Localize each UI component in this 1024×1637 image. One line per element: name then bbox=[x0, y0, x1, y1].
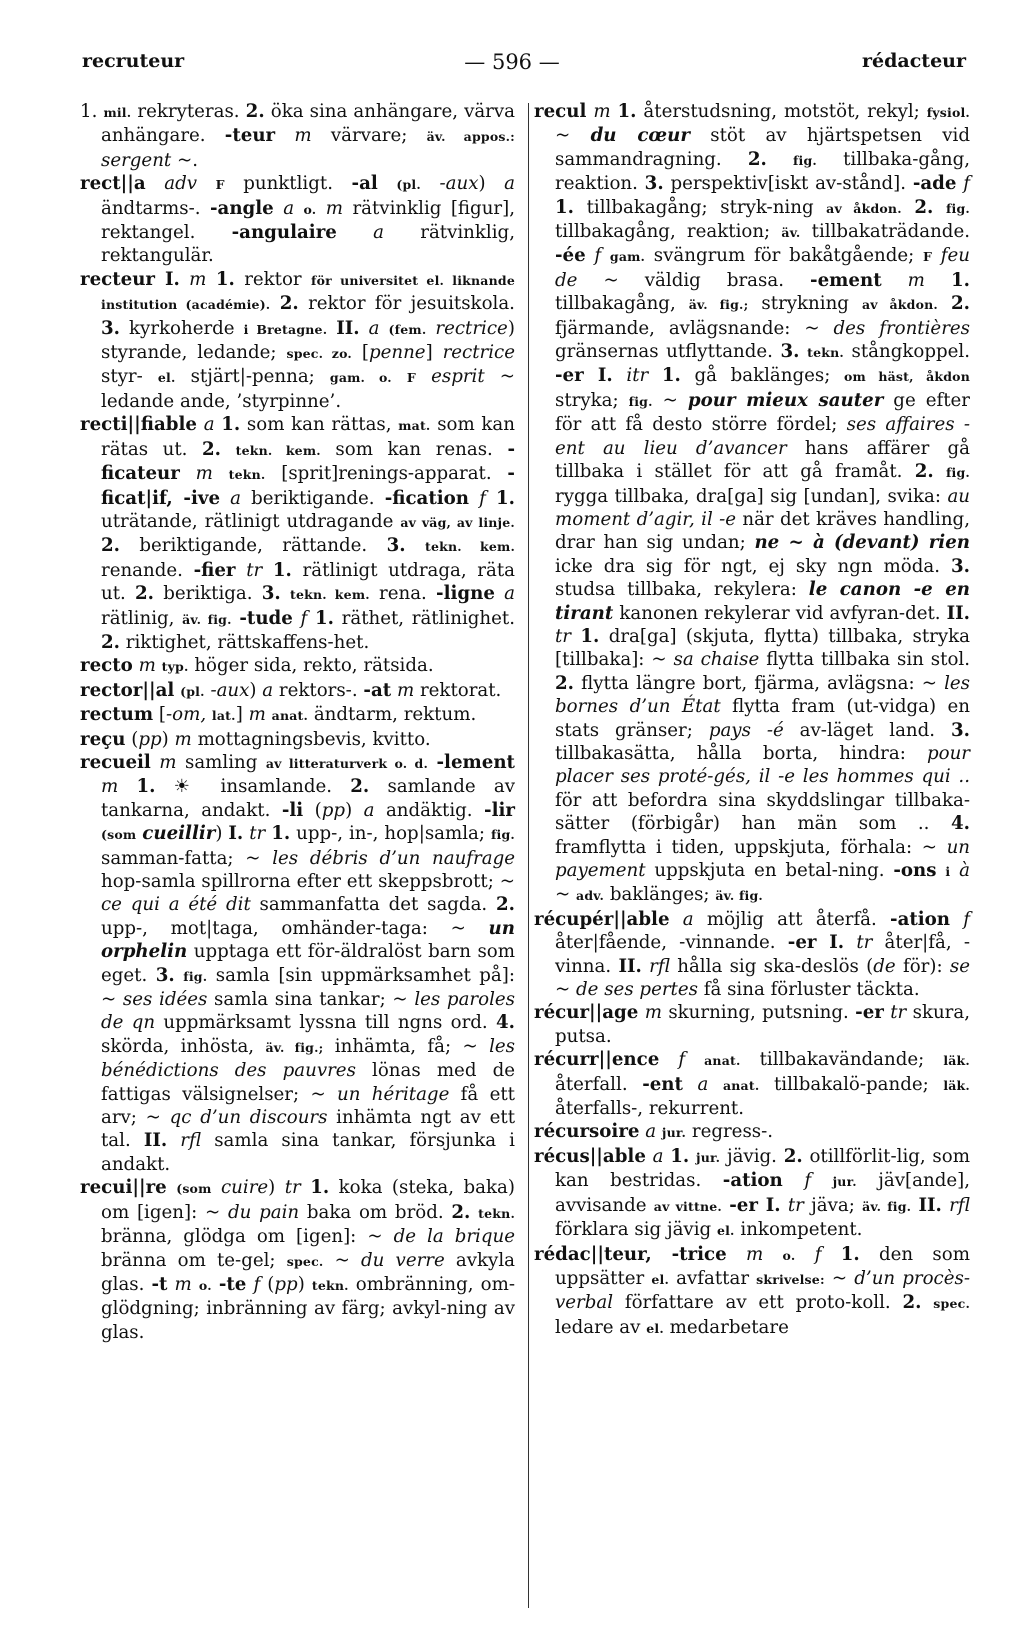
dictionary-entry: récursoire a jur. regress-. bbox=[534, 1121, 774, 1143]
dictionary-entry: recui||re (som cuire) tr 1. koka (steka, baka) om [igen]: ~ du pain baka om bröd. 2. tekn. bränna, glödga om [igen]: ~ de la brique bränna om te-gel; spec. ~ du verre avkyla glas. -t m o. -te f (pp) tekn. ombränning, om-glödgning; inbränning av färg; avkyl-ning av glas. bbox=[80, 1177, 515, 1343]
left-column bbox=[80, 100, 515, 1344]
dictionary-entry: reçu (pp) m mottagningsbevis, kvitto. bbox=[80, 728, 431, 750]
dictionary-entry: rédac||teur, -trice m o. f 1. den som uppsätter el. avfattar skrivelse: ~ d’un procès-verbal författare av ett proto-koll. 2. spec. ledare av el. medarbetare bbox=[534, 1243, 970, 1338]
right-column bbox=[534, 100, 970, 1340]
dictionary-entry: recueil m samling av litteraturverk o. d. -lement m 1. ☀ insamlande. 2. samlande av tankarna, andakt. -li (pp) a andäktig. -lir (som cueillir) I. tr 1. upp-, in-, hop|samla; fig. samman-fatta; ~ les débris d’un naufrage hop-samla spillrorna efter ett skeppsbrott; ~ ce qui a été dit sammanfatta det sagda. 2. upp-, mot|taga, omhänder-taga: ~ un orphelin upptaga ett för-äldralöst barn som eget. 3. fig. samla [sin uppmärksamhet på]: ~ ses idées samla sina tankar; ~ les paroles de qn uppmärksamt lyssna till ngns ord. 4. skörda, inhösta, äv. fig.; inhämta, få; ~ les bénédictions des pauvres lönas med de fattigas välsignelser; ~ un héritage få ett arv; ~ qc d’un discours inhämta ngt av ett tal. II. rfl samla sina tankar, försjunka i andakt. bbox=[80, 751, 516, 1175]
dictionary-entry: recteur I. m 1. rektor för universitet el. liknande institution (académie). 2. rektor för jesuitskola. 3. kyrkoherde i Bretagne. II. a (fem. rectrice) styrande, ledande; spec. zo. [penne] rectrice styr- el. stjärt|-penna; gam. o. F esprit ~ ledande ande, ’styrpinne’. bbox=[80, 268, 515, 412]
dictionary-entry: recto m typ. höger sida, rekto, rätsida. bbox=[80, 655, 434, 677]
page-number: — 596 — bbox=[464, 50, 560, 74]
dictionary-entry: recul m 1. återstudsning, motstöt, rekyl; fysiol. ~ du cœur stöt av hjärtspetsen vid sammandragning. 2. fig. tillbaka-gång, reaktion. 3. perspektiv[iskt av-stånd]. -ade f 1. tillbakagång; stryk-ning av åkdon. 2. fig. tillbakagång, reaktion; äv. tillbakaträdande. -ée f gam. svängrum för bakåtgående; F feu de ~ väldig brasa. -ement m 1. tillbakagång, äv. fig.; strykning av åkdon. 2. fjärmande, avlägsnande: ~ des frontières gränsernas utflyttande. 3. tekn. stångkoppel. -er I. itr 1. gå baklänges; om häst, åkdon stryka; fig. ~ pour mieux sauter ge efter för att få desto större fördel; ses affaires -ent au lieu d’avancer hans affärer gå tillbaka i stället för att gå framåt. 2. fig. rygga tillbaka, dra[ga] sig [undan], svika: au moment d’agir, il -e när det kräves handling, drar han sig undan; ne ~ à (devant) rien icke dra sig för ngt, ej sky ngn möda. 3. studsa tillbaka, rekylera: le canon -e en tirant kanonen rekylerar vid avfyran-det. II. tr 1. dra[ga] (skjuta, flytta) tillbaka, stryka [tillbaka]: ~ sa chaise flytta tillbaka sin stol. 2. flytta längre bort, fjärma, avlägsna: ~ les bornes d’un État flytta fram (ut-vidga) en stats gränser; pays -é av-läget land. 3. tillbakasätta, hålla borta, hindra: pour placer ses proté-gés, il -e les hommes qui .. för att befordra sina skyddslingar tillbaka-sätter (förbigår) han män som .. 4. framflytta i tiden, uppskjuta, förhala: ~ un payement uppskjuta en betal-ning. -ons i à ~ adv. baklänges; äv. fig. bbox=[534, 101, 971, 906]
dictionary-entry: rectum [-om, lat.] m anat. ändtarm, rektum. bbox=[80, 704, 477, 726]
dictionary-entry: récus||able a 1. jur. jävig. 2. otillförlit-lig, som kan bestridas. -ation f jur. jäv[ande], avvisande av vittne. -er I. tr jäva; äv. fig. II. rfl förklara sig jävig el. inkompetent. bbox=[534, 1145, 970, 1241]
header-guide-word-right: rédacteur bbox=[862, 50, 966, 72]
dictionary-entry: recti||fiable a 1. som kan rättas, mat. som kan rätas ut. 2. tekn. kem. som kan renas. -ficateur m tekn. [sprit]renings-apparat. -ficat|if, -ive a beriktigande. -fication f 1. uträtande, rätlinigt utdragande av väg, av linje. 2. beriktigande, rättande. 3. tekn. kem. renande. -fier tr 1. rätlinigt utdraga, räta ut. 2. beriktiga. 3. tekn. kem. rena. -ligne a rätlinig, äv. fig. -tude f 1. räthet, rätlinighet. 2. riktighet, rättskaffens-het. bbox=[80, 414, 515, 653]
header-guide-word-left: recruteur bbox=[82, 50, 185, 72]
dictionary-entry: 1. mil. rekryteras. 2. öka sina anhängare, värva anhängare. -teur m värvare; äv. appos.: sergent ~. bbox=[80, 101, 515, 171]
column-divider bbox=[528, 103, 529, 1608]
dictionary-entry: récur||age m skurning, putsning. -er tr skura, putsa. bbox=[534, 1002, 970, 1047]
dictionary-entry: récupér||able a möjlig att återfå. -ation f åter|fående, -vinnande. -er I. tr åter|få, -vinna. II. rfl hålla sig ska-deslös (de för): se ~ de ses pertes få sina förluster täckta. bbox=[534, 908, 970, 1001]
dictionary-entry: rect||a adv F punktligt. -al (pl. -aux) a ändtarms-. -angle a o. m rätvinklig [figur], rektangel. -angulaire a rätvinklig, rektangulär. bbox=[80, 173, 515, 267]
dictionary-entry: récurr||ence f anat. tillbakavändande; läk. återfall. -ent a anat. tillbakalö-pande; läk. återfalls-, rekurrent. bbox=[534, 1049, 970, 1120]
dictionary-entry: rector||al (pl. -aux) a rektors-. -at m rektorat. bbox=[80, 679, 502, 701]
